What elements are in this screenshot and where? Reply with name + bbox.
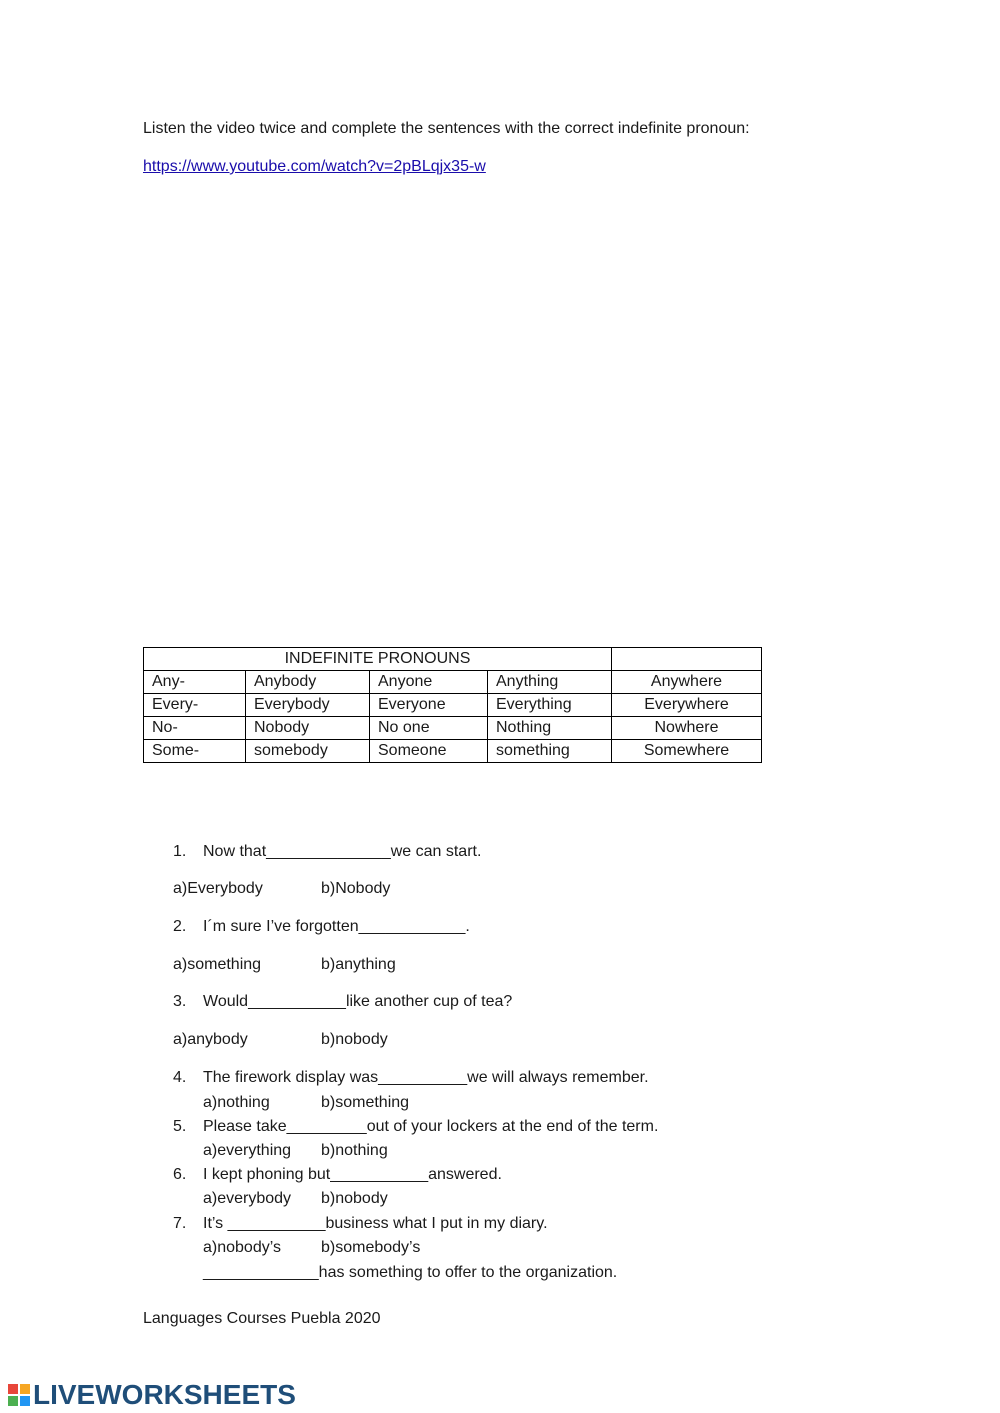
exercise-6	[173, 1166, 502, 1184]
exercise-number: 1.	[173, 843, 187, 860]
option-b[interactable]: b)anything	[321, 956, 396, 973]
table-cell: Everyone	[370, 694, 488, 717]
table-row	[144, 740, 762, 763]
table-cell: Some-	[144, 740, 246, 763]
table-cell: Everything	[488, 694, 612, 717]
exercise-number: 2.	[173, 918, 187, 935]
exercise-1	[173, 843, 481, 861]
table-row	[144, 694, 762, 717]
table-cell: Nobody	[246, 717, 370, 740]
option-b[interactable]: b)somebody’s	[321, 1239, 421, 1256]
table-cell: Nothing	[488, 717, 612, 740]
table-cell: Every-	[144, 694, 246, 717]
option-b[interactable]: b)something	[321, 1094, 410, 1111]
extra-sentence: _____________has something to offer to the organization.	[203, 1264, 618, 1281]
table-cell: Everybody	[246, 694, 370, 717]
option-b[interactable]: b)Nobody	[321, 880, 391, 897]
exercise-sentence: Please take_________out of your lockers at the end of the term.	[203, 1118, 659, 1135]
pronouns-table	[143, 647, 762, 763]
logo-text: LIVEWORKSHEETS	[33, 1379, 296, 1410]
table-cell: Anywhere	[612, 671, 762, 694]
exercise-sentence: Now that______________we can start.	[203, 843, 482, 860]
exercise-4	[173, 1069, 649, 1087]
table-cell: No one	[370, 717, 488, 740]
exercise-5	[173, 1118, 658, 1136]
table-cell: something	[488, 740, 612, 763]
option-a[interactable]: a)nothing	[203, 1094, 270, 1111]
table-header-row	[144, 648, 762, 671]
video-link[interactable]: https://www.youtube.com/watch?v=2pBLqjx35-w	[143, 158, 486, 175]
exercise-number: 6.	[173, 1166, 187, 1183]
option-a[interactable]: a)everybody	[203, 1190, 292, 1207]
table-cell: Nowhere	[612, 717, 762, 740]
option-a[interactable]: a)nobody’s	[203, 1239, 281, 1256]
exercise-3	[173, 993, 512, 1011]
table-row	[144, 671, 762, 694]
table-row	[144, 717, 762, 740]
option-a[interactable]: a)something	[173, 956, 262, 973]
instruction-text: Listen the video twice and complete the sentences with the correct indefinite pronoun:	[143, 120, 750, 137]
option-a[interactable]: a)Everybody	[173, 880, 263, 897]
exercise-2	[173, 918, 470, 936]
option-b[interactable]: b)nothing	[321, 1142, 388, 1159]
table-cell: Somewhere	[612, 740, 762, 763]
exercise-sentence: The firework display was__________we will always remember.	[203, 1069, 649, 1086]
exercise-number: 7.	[173, 1215, 187, 1232]
exercise-sentence: I kept phoning but___________answered.	[203, 1166, 502, 1183]
logo-blocks-icon	[8, 1384, 30, 1406]
exercise-sentence: Would___________like another cup of tea?	[203, 993, 513, 1010]
option-b[interactable]: b)nobody	[321, 1031, 388, 1048]
exercise-7	[173, 1215, 548, 1233]
liveworksheets-logo[interactable]	[8, 1378, 296, 1412]
table-cell: somebody	[246, 740, 370, 763]
exercise-number: 4.	[173, 1069, 187, 1086]
table-cell: Someone	[370, 740, 488, 763]
table-cell: Everywhere	[612, 694, 762, 717]
table-cell: Anybody	[246, 671, 370, 694]
exercise-number: 3.	[173, 993, 187, 1010]
exercise-number: 5.	[173, 1118, 187, 1135]
exercise-sentence: It’s ___________business what I put in my diary.	[203, 1215, 548, 1232]
option-a[interactable]: a)anybody	[173, 1031, 248, 1048]
exercise-sentence: I´m sure I’ve forgotten____________.	[203, 918, 470, 935]
table-cell: No-	[144, 717, 246, 740]
table-cell: Any-	[144, 671, 246, 694]
footer-text: Languages Courses Puebla 2020	[143, 1310, 381, 1327]
option-a[interactable]: a)everything	[203, 1142, 292, 1159]
table-cell: Anyone	[370, 671, 488, 694]
table-header: INDEFINITE PRONOUNS	[144, 648, 612, 671]
table-cell: Anything	[488, 671, 612, 694]
table-header-empty	[612, 648, 762, 671]
option-b[interactable]: b)nobody	[321, 1190, 388, 1207]
